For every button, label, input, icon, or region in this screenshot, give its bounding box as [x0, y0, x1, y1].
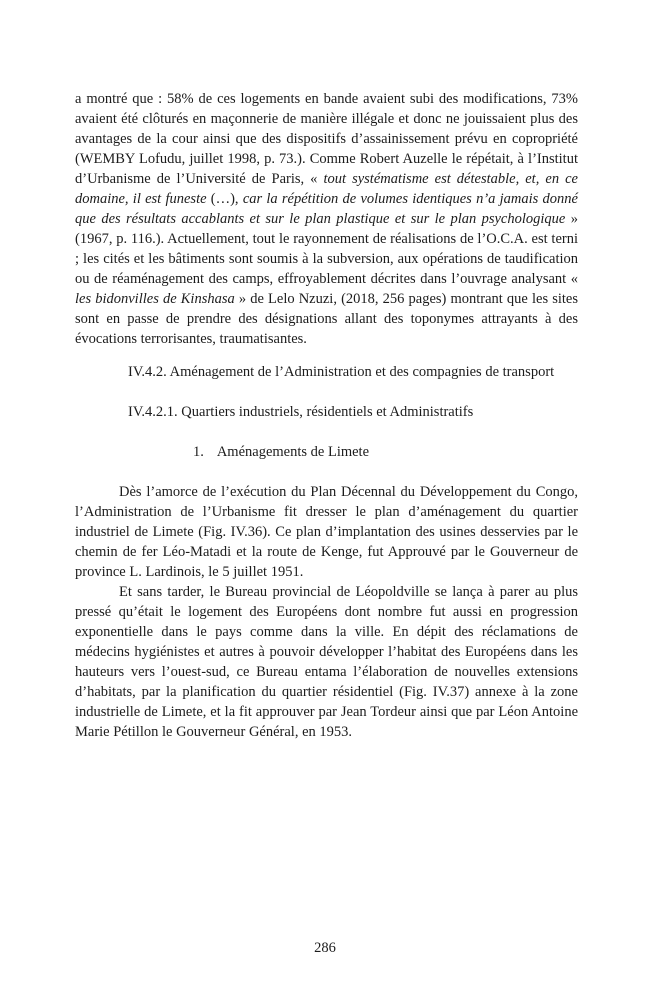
body-text: » (1967, p. 116.). Actuellement, tout le rayonnement de réalisations de l’O.C.A. est terni ; les cités et les bâtiments sont soumis à la subversion, aux opérations de taudification ou de réaménagement des camps, effroyablement décrites dans l’ouvrage analysant «: [75, 211, 579, 287]
list-heading: [75, 442, 578, 462]
body-text: (…),: [206, 191, 243, 207]
body-text: » de Lelo Nzuzi, (2018, 256 pages) montrant que les sites sont en passe de prendre des désignations allant des toponymes attrayants à des évocations terrorisantes, traumatisantes.: [75, 291, 578, 347]
list-heading-text: Aménagements de Limete: [216, 444, 370, 460]
page-number: 286: [314, 940, 336, 956]
body-paragraph: Et sans tarder, le Bureau provincial de Léopoldville se lança à parer au plus pressé qu’était le logement des Européens dont nombre fut aussi en progression exponentielle dans le pays comme dans la ville. En dépit des réclamations de médecins hygiénistes et autres à pouvoir développer l’habitat des Européens dans les hauteurs vers l’ouest-sud, ce Bureau entama l’élaboration de nouvelles extensions d’habitats, par la planification du quartier résidentiel (Fig. IV.37) annexe à la zone industrielle de Limete, et la fit approuver par Jean Tordeur ainsi que par Léon Antoine Marie Pétillon le Gouverneur Général, en 1953.: [75, 584, 578, 740]
body-paragraph: Dès l’amorce de l’exécution du Plan Décennal du Développement du Congo, l’Administration de l’Urbanisme fit dresser le plan d’aménagement du quartier industriel de Limete (Fig. IV.36). Ce plan d’implantation des usines desservies par le chemin de fer Léo-Matadi et la route de Kenge, fut Approuvé par le Gouverneur de province L. Lardinois, le 5 juillet 1951.: [75, 484, 578, 580]
body-paragraph: [75, 89, 578, 349]
list-number: 1.: [193, 444, 204, 460]
book-title: les bidonvilles de Kinshasa: [75, 291, 235, 307]
quotation: tout systématisme est détestable, et, en ce domaine, il est funeste: [75, 171, 578, 207]
body-text: a montré que : 58% de ces logements en bande avaient subi des modifications, 73% avaient été clôturés en maçonnerie de manière illégale et donc ne jouissaient plus des avantages de la cour ainsi que des dispositifs d’assainissement prévu en copropriété (WEMBY Lofudu, juillet 1998, p. 73.). Comme Robert Auzelle le répétait, à l’Institut d’Urbanisme de l’Université de Paris, «: [75, 91, 578, 187]
section-heading: IV.4.2. Aménagement de l’Administration et des compagnies de transport: [128, 364, 555, 380]
page-body: [75, 89, 578, 742]
quotation: car la répétition de volumes identiques n’a jamais donné que des résultats accablants et sur le plan plastique et sur le plan psychologique: [75, 191, 578, 227]
subsection-heading: IV.4.2.1. Quartiers industriels, résidentiels et Administratifs: [128, 404, 474, 420]
